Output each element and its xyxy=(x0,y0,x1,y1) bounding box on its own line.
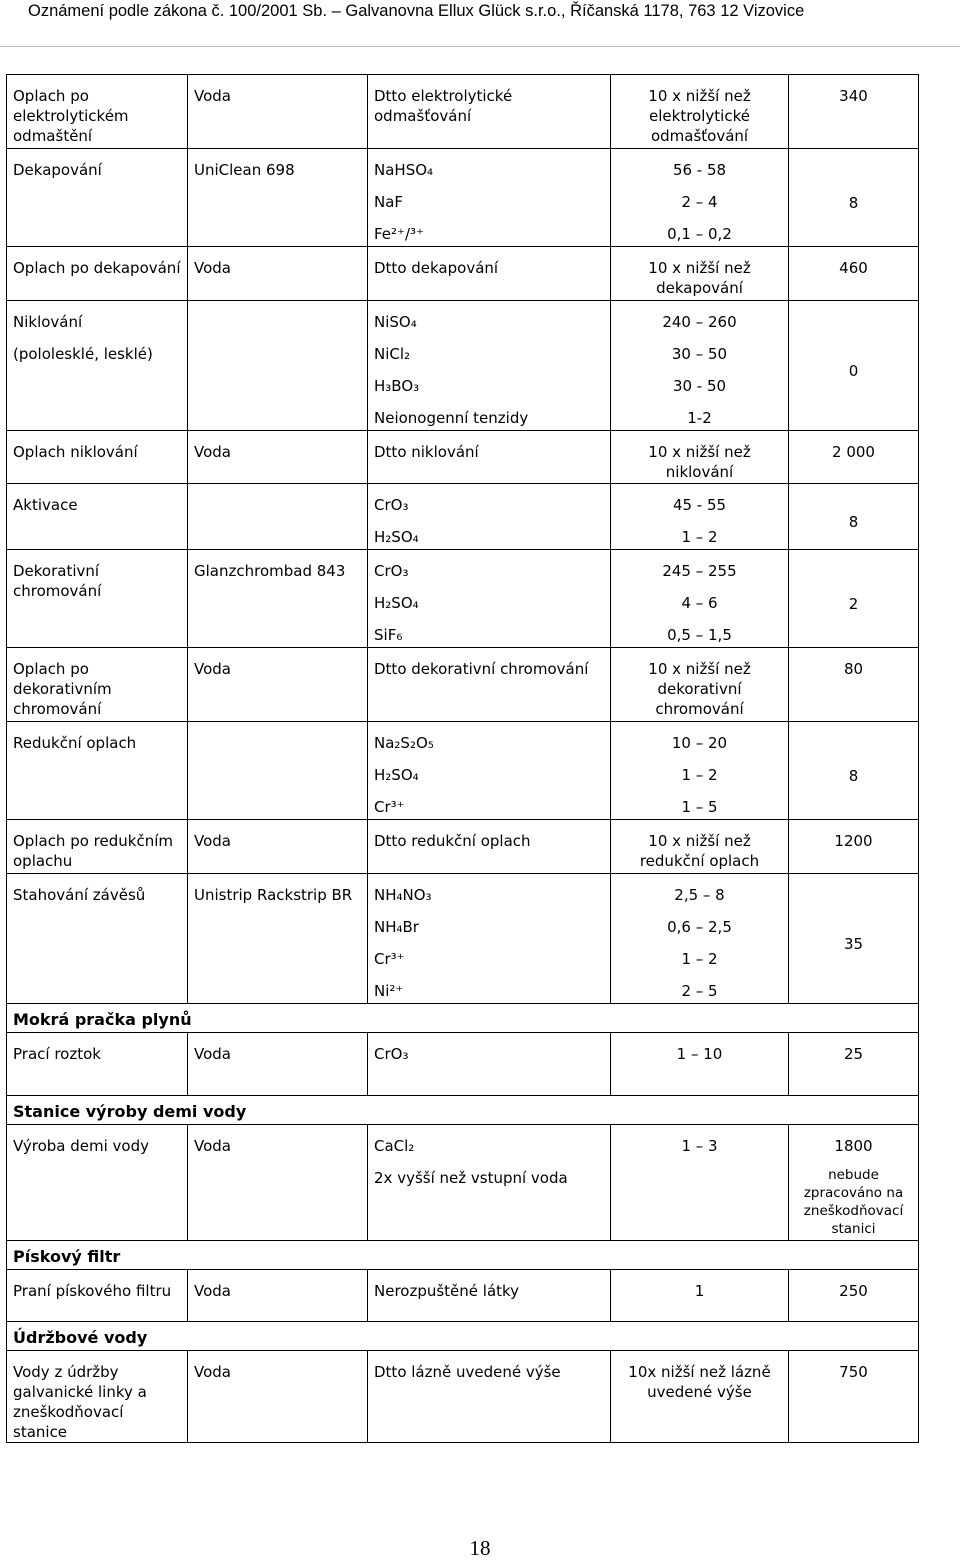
process-cell: Výroba demi vody xyxy=(7,1125,188,1241)
components-cell xyxy=(368,484,611,550)
volume-cell: 460 xyxy=(789,247,919,301)
section-title: Údržbové vody xyxy=(7,1322,919,1351)
concentration-cell xyxy=(611,874,789,1004)
medium-cell xyxy=(188,301,368,431)
component: CaCl₂ xyxy=(374,1137,415,1155)
concentration: 1-2 xyxy=(687,409,712,427)
concentration: 1 – 2 xyxy=(681,528,718,546)
concentration: 45 - 55 xyxy=(672,496,727,514)
concentration-cell: 1 – 3 xyxy=(611,1125,789,1241)
volume-cell: 340 xyxy=(789,75,919,149)
section-title: Mokrá pračka plynů xyxy=(7,1004,919,1033)
volume-cell: 750 xyxy=(789,1351,919,1443)
components-cell: CrO₃ xyxy=(368,1033,611,1096)
volume-cell: 0 xyxy=(789,301,919,431)
volume-cell: 250 xyxy=(789,1270,919,1322)
process-name: Oplach po dekapování xyxy=(13,259,181,277)
components-cell xyxy=(368,722,611,820)
components-cell xyxy=(368,149,611,247)
volume-cell: 80 xyxy=(789,648,919,722)
process-name: Dekorativní chromování xyxy=(13,562,102,600)
process-name: Oplach po redukčním oplachu xyxy=(13,832,173,870)
table-row xyxy=(7,75,919,149)
medium-cell: UniClean 698 xyxy=(188,149,368,247)
medium-cell xyxy=(188,722,368,820)
concentration: 2 – 4 xyxy=(681,193,718,211)
table-row xyxy=(7,550,919,648)
component: Neionogenní tenzidy xyxy=(374,409,529,427)
concentration: 1 – 2 xyxy=(681,950,718,968)
medium-cell: Voda xyxy=(188,1270,368,1322)
component: CrO₃ xyxy=(374,496,409,514)
concentration-cell xyxy=(611,247,789,301)
component: Dtto elektrolytické odmašťování xyxy=(374,87,513,125)
concentration-cell xyxy=(611,722,789,820)
process-cell xyxy=(7,431,188,484)
table-row xyxy=(7,648,919,722)
component: Fe²⁺/³⁺ xyxy=(374,225,424,243)
medium-cell: Voda xyxy=(188,820,368,874)
process-name: Niklování xyxy=(13,313,83,331)
process-cell xyxy=(7,874,188,1004)
section-title: Pískový filtr xyxy=(7,1241,919,1270)
table-body xyxy=(7,75,919,1443)
medium-cell: Voda xyxy=(188,648,368,722)
component: NiSO₄ xyxy=(374,313,417,331)
medium-cell: Voda xyxy=(188,1351,368,1443)
volume-cell xyxy=(789,1125,919,1241)
process-cell xyxy=(7,301,188,431)
medium-cell: Voda xyxy=(188,1125,368,1241)
table-row xyxy=(7,874,919,1004)
concentration: 1 – 2 xyxy=(681,766,718,784)
component: NaHSO₄ xyxy=(374,161,434,179)
component: H₂SO₄ xyxy=(374,528,419,546)
process-name: Redukční oplach xyxy=(13,734,137,752)
concentration-cell xyxy=(611,484,789,550)
component: 2x vyšší než vstupní voda xyxy=(374,1169,568,1187)
concentration: 10 x nižší než elektrolytické odmašťování xyxy=(648,87,751,145)
component: H₂SO₄ xyxy=(374,766,419,784)
concentration: 56 - 58 xyxy=(672,161,727,179)
medium-cell: Voda xyxy=(188,75,368,149)
volume-cell: 8 xyxy=(789,722,919,820)
component: Dtto niklování xyxy=(374,443,479,461)
concentration-cell xyxy=(611,75,789,149)
concentration: 10 x nižší než redukční oplach xyxy=(639,832,760,870)
section-header-row xyxy=(7,1322,919,1351)
concentration-cell: 1 – 10 xyxy=(611,1033,789,1096)
concentration-cell xyxy=(611,648,789,722)
volume-cell: 35 xyxy=(789,874,919,1004)
section-title: Stanice výroby demi vody xyxy=(7,1096,919,1125)
component: H₃BO₃ xyxy=(374,377,420,395)
medium-cell xyxy=(188,484,368,550)
component: Cr³⁺ xyxy=(374,950,405,968)
volume-cell: 2 000 xyxy=(789,431,919,484)
process-name: Dekapování xyxy=(13,161,102,179)
component: Dtto dekapování xyxy=(374,259,499,277)
component: Cr³⁺ xyxy=(374,798,405,816)
section-header-row xyxy=(7,1096,919,1125)
components-cell xyxy=(368,550,611,648)
table-row xyxy=(7,1125,919,1241)
medium-cell: Voda xyxy=(188,431,368,484)
process-cell xyxy=(7,149,188,247)
volume-cell: 2 xyxy=(789,550,919,648)
components-cell xyxy=(368,648,611,722)
table-row xyxy=(7,1351,919,1443)
components-cell xyxy=(368,820,611,874)
volume-cell: 8 xyxy=(789,149,919,247)
process-name: Stahování závěsů xyxy=(13,886,146,904)
process-cell xyxy=(7,247,188,301)
process-cell: Prací roztok xyxy=(7,1033,188,1096)
concentration: 2 – 5 xyxy=(681,982,718,1000)
components-cell: Nerozpuštěné látky xyxy=(368,1270,611,1322)
component: Dtto redukční oplach xyxy=(374,832,531,850)
wastewater-table xyxy=(6,74,919,1443)
concentration: 10 – 20 xyxy=(671,734,728,752)
process-cell xyxy=(7,820,188,874)
process-cell: Vody z údržby galvanické linky a zneškodňovací stanice xyxy=(7,1351,188,1443)
volume: 1800 xyxy=(834,1137,873,1155)
component: Ni²⁺ xyxy=(374,982,404,1000)
concentration: 240 – 260 xyxy=(662,313,737,331)
component: Na₂S₂O₅ xyxy=(374,734,434,752)
components-cell xyxy=(368,874,611,1004)
concentration: 30 - 50 xyxy=(672,377,727,395)
concentration: 0,5 – 1,5 xyxy=(667,626,732,644)
table-row xyxy=(7,484,919,550)
table-row xyxy=(7,1270,919,1322)
concentration: 10 x nižší než niklování xyxy=(648,443,751,481)
concentration-cell: 1 xyxy=(611,1270,789,1322)
table-row xyxy=(7,1033,919,1096)
process-cell xyxy=(7,722,188,820)
page-number: 18 xyxy=(469,1536,491,1560)
volume-cell: 1200 xyxy=(789,820,919,874)
medium-cell: Voda xyxy=(188,247,368,301)
table-row xyxy=(7,301,919,431)
process-name: Oplach niklování xyxy=(13,443,138,461)
table-row xyxy=(7,149,919,247)
components-cell: Dtto lázně uvedené výše xyxy=(368,1351,611,1443)
table-row xyxy=(7,431,919,484)
medium-cell: Unistrip Rackstrip BR xyxy=(188,874,368,1004)
volume-cell: 8 xyxy=(789,484,919,550)
concentration: 2,5 – 8 xyxy=(674,886,725,904)
medium-cell: Glanzchrombad 843 xyxy=(188,550,368,648)
process-cell: Praní pískového filtru xyxy=(7,1270,188,1322)
volume-cell: 25 xyxy=(789,1033,919,1096)
component: H₂SO₄ xyxy=(374,594,419,612)
table-row xyxy=(7,820,919,874)
process-name: Oplach po dekorativním chromování xyxy=(13,660,112,718)
concentration: 0,6 – 2,5 xyxy=(667,918,732,936)
concentration: 10 x nižší než dekorativní chromování xyxy=(648,660,751,718)
page-header: Oznámení podle zákona č. 100/2001 Sb. – Galvanovna Ellux Glück s.r.o., Říčanská 1178, 763 12 Vizovice xyxy=(28,2,805,20)
component: NH₄NO₃ xyxy=(374,886,432,904)
table-row xyxy=(7,247,919,301)
components-cell xyxy=(368,75,611,149)
components-cell xyxy=(368,247,611,301)
concentration: 245 – 255 xyxy=(662,562,737,580)
concentration: 4 – 6 xyxy=(681,594,718,612)
concentration-cell xyxy=(611,820,789,874)
medium-cell: Voda xyxy=(188,1033,368,1096)
section-header-row xyxy=(7,1241,919,1270)
component: NaF xyxy=(374,193,404,211)
concentration-cell xyxy=(611,431,789,484)
component: Dtto dekorativní chromování xyxy=(374,660,589,678)
components-cell xyxy=(368,431,611,484)
header-rule xyxy=(0,46,960,47)
component: NiCl₂ xyxy=(374,345,411,363)
concentration-cell: 10x nižší než lázně uvedené výše xyxy=(611,1351,789,1443)
process-cell xyxy=(7,75,188,149)
concentration-cell xyxy=(611,550,789,648)
component: NH₄Br xyxy=(374,918,419,936)
concentration-cell xyxy=(611,301,789,431)
concentration: 10 x nižší než dekapování xyxy=(648,259,751,297)
process-cell xyxy=(7,648,188,722)
concentration: 1 – 5 xyxy=(681,798,718,816)
component: CrO₃ xyxy=(374,562,409,580)
section-header-row xyxy=(7,1004,919,1033)
components-cell xyxy=(368,301,611,431)
concentration: 0,1 – 0,2 xyxy=(667,225,732,243)
process-name: Oplach po elektrolytickém odmaštění xyxy=(13,87,129,145)
component: SiF₆ xyxy=(374,626,403,644)
process-name: Aktivace xyxy=(13,496,78,514)
process-cell xyxy=(7,550,188,648)
process-cell xyxy=(7,484,188,550)
concentration-cell xyxy=(611,149,789,247)
concentration: 30 – 50 xyxy=(671,345,728,363)
volume-note: nebude zpracováno na zneškodňovací stanici xyxy=(803,1167,904,1237)
table-row xyxy=(7,722,919,820)
components-cell xyxy=(368,1125,611,1241)
process-note: (pololesklé, lesklé) xyxy=(13,345,153,363)
